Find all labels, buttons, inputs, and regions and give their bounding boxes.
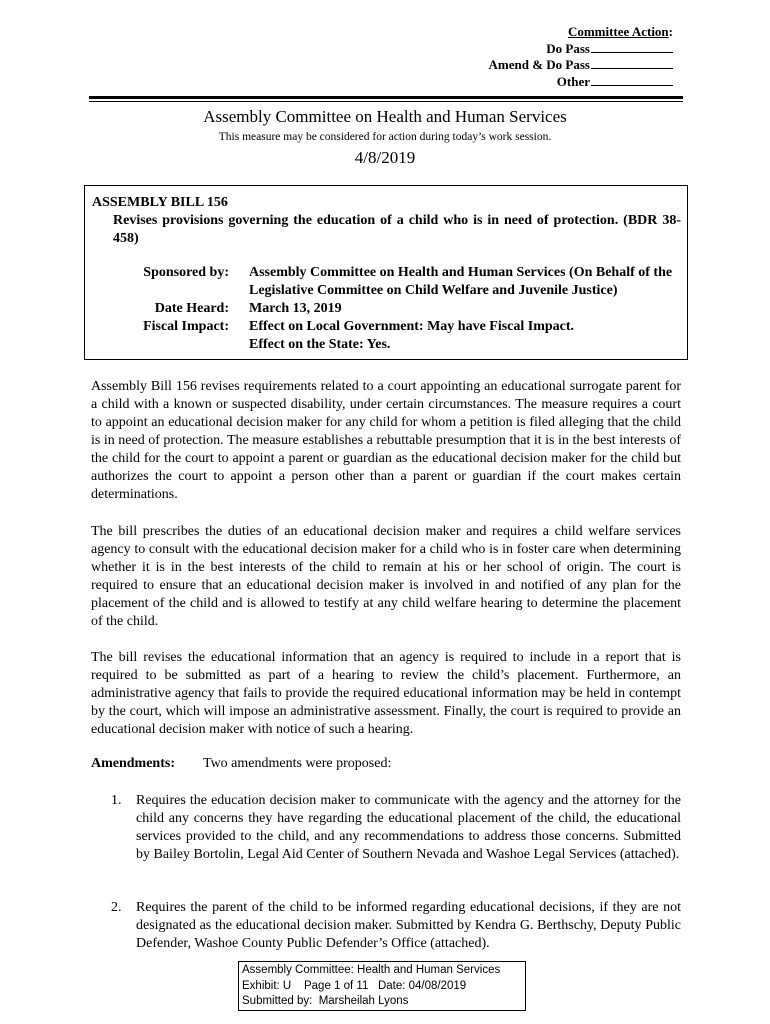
sponsored-by-label: Sponsored by: — [143, 265, 229, 280]
date-heard-value: March 13, 2019 — [249, 301, 342, 316]
action-option-other: Other — [463, 74, 673, 91]
amendment-text: Requires the education decision maker to communicate with the agency and the attorney for the child any concerns they have regarding the educational placement of the child, the educational services provided to the child, and any recommendations to address those concerns. Submitted by Bailey Bortolin, Legal Aid Center of Southern Nevada and Washoe Legal Services (attached). — [136, 793, 681, 862]
bill-number: ASSEMBLY BILL 156 — [92, 195, 228, 210]
hearing-date: 4/8/2019 — [354, 148, 416, 167]
action-blank — [591, 41, 673, 53]
date-heard-label: Date Heard: — [154, 301, 229, 316]
summary-paragraph-1: Assembly Bill 156 revises requirements related to a court appointing an educational surrogate parent for a child with a known or suspected disability, under certain circumstances. The measure requires a court to appoint an educational decision maker for any child for whom a petition is filed alleging that the child is in need of protection. The measure establishes a rebuttable presumption that it is in the best interests of the child for the court to appoint a parent or guardian as the educational decision maker for the child but authorizes the court to appoint a person other than a parent or guardian if the court makes certain determinations. — [91, 379, 681, 502]
header-divider-thick — [89, 96, 683, 99]
amendment-number: 2. — [111, 900, 122, 915]
bill-summary-box — [84, 185, 688, 360]
work-session-notice: This measure may be considered for action during today’s work session. — [218, 131, 552, 143]
header-divider-thin — [89, 101, 683, 102]
amendment-text: Requires the parent of the child to be informed regarding educational decisions, if they are not designated as the educational decision maker. Submitted by Kendra G. Berthschy, Deputy Public Defender, Washoe County Public Defender’s Office (attached). — [136, 900, 681, 951]
committee-title: Assembly Committee on Health and Human Services — [203, 107, 567, 126]
exhibit-page-info: Exhibit: U Page 1 of 11 Date: 04/08/2019 — [242, 979, 467, 992]
action-blank — [591, 57, 673, 69]
amendments-label: Amendments: — [91, 756, 175, 771]
committee-action-colon: : — [668, 24, 673, 39]
summary-paragraph-2: The bill prescribes the duties of an educational decision maker and requires a child welfare services agency to consult with the educational decision maker for a child who is in foster care when determining whether it is in the best interests of the child to remain at his or her school of origin. The court is required to ensure that an educational decision maker is involved in and notified of any plan for the placement of the child and is allowed to testify at any child welfare hearing to determine the placement of the child. — [91, 524, 681, 629]
exhibit-stamp — [238, 961, 526, 1011]
amendments-intro: Two amendments were proposed: — [203, 756, 392, 771]
action-option-amend-do-pass: Amend & Do Pass — [463, 57, 673, 74]
fiscal-impact-label: Fiscal Impact: — [143, 319, 229, 334]
action-blank — [591, 74, 673, 86]
fiscal-impact-state: Effect on the State: Yes. — [249, 337, 391, 352]
amendment-number: 1. — [111, 793, 122, 808]
fiscal-impact-local: Effect on Local Government: May have Fiscal Impact. — [249, 319, 575, 334]
committee-action-block — [463, 24, 673, 90]
exhibit-submitted-by: Submitted by: Marsheilah Lyons — [242, 995, 409, 1007]
amendments-heading — [91, 755, 391, 773]
bill-description: Revises provisions governing the education of a child who is in need of protection. (BDR 38-458) — [113, 213, 681, 246]
action-option-do-pass: Do Pass — [463, 41, 673, 58]
summary-paragraph-3: The bill revises the educational information that an agency is required to include in a report that is required to be submitted as part of a hearing to review the child’s placement. Furthermore, an administrative agency that fails to provide the required educational information may be held in contempt by the court, which will impose an administrative assessment. Finally, the court is required to provide an educational decision maker with notice of such a hearing. — [91, 650, 681, 737]
sponsored-by-value: Assembly Committee on Health and Human Services (On Behalf of the Legislative Committee on Child Welfare and Juvenile Justice) — [249, 265, 673, 298]
exhibit-committee: Assembly Committee: Health and Human Services — [242, 964, 501, 976]
committee-action-title: Committee Action — [567, 24, 669, 39]
